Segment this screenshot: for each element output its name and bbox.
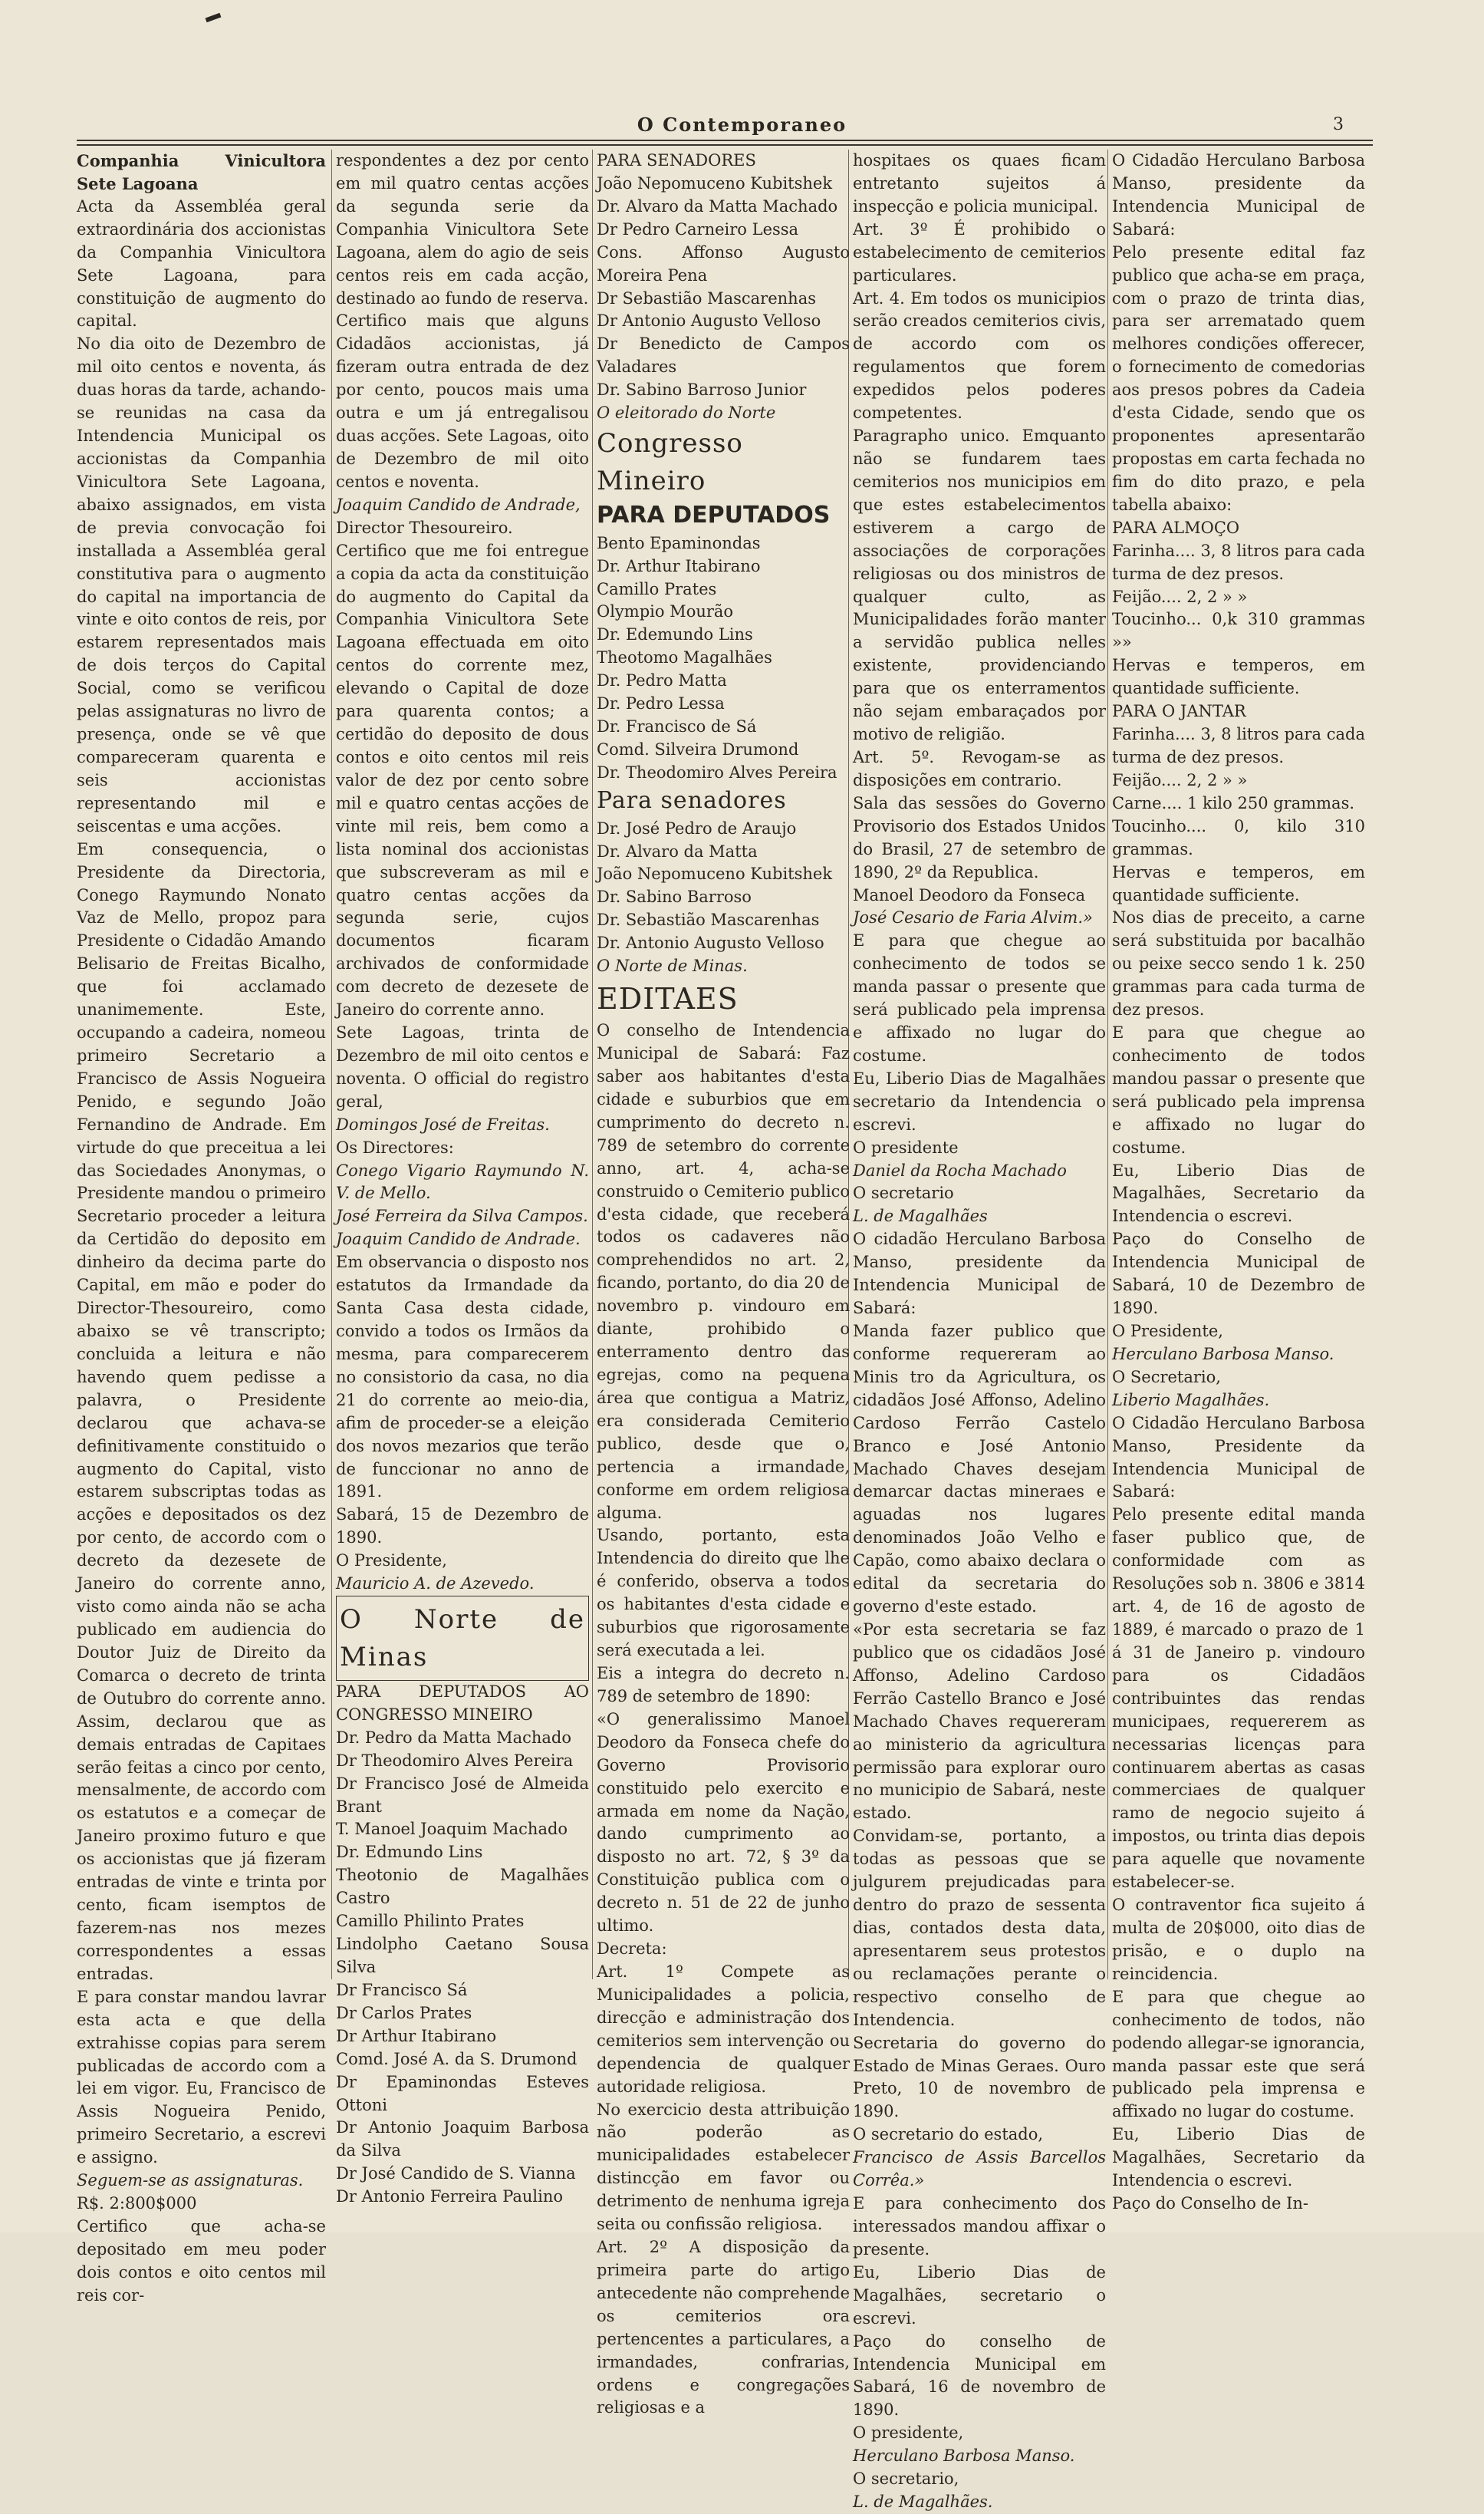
article-paragraph: Eu, Liberio Dias de Magalhães, Secretario da Intendencia o escrevi.: [1112, 1161, 1365, 1226]
candidate: T. Manoel Joaquim Machado: [336, 1820, 568, 1839]
candidate: Dr. Pedro Lessa: [597, 694, 725, 713]
article-paragraph: No dia oito de Dezembro de mil oito centos e noventa, ás duas horas da tarde, achando-se reunidas na casa da Intendencia Municipal os accionistas da Companhia Vinicultora Sete Lagoana, abaixo assignados, em vista de previa convocação foi installada a Assembléa geral constitutiva para o augmento do capital na importancia de vinte e oito contos de reis, por estarem representados mais de dois terços do Capital Social, como se verificou pelas assignaturas no livro de presença, onde se vê que compareceram quarenta e seis accionistas representando mil e seiscentas e uma acções.: [77, 334, 326, 835]
secretary-label: O secretario,: [853, 2470, 959, 2489]
directors-label: Os Directores:: [336, 1138, 454, 1157]
candidate: Dr. Alvaro da Matta: [597, 842, 758, 861]
candidate: Dr Carlos Prates: [336, 2003, 472, 2022]
candidate: Camillo Prates: [597, 579, 717, 598]
congresso-title: Congresso Mineiro: [597, 428, 743, 496]
article-paragraph: Secretaria do governo do Estado de Minas Geraes. Ouro Preto, 10 de novembro de 1890.: [853, 2033, 1106, 2121]
article-paragraph: Pelo presente edital faz publico que acha-se em praça, com o prazo de trinta dias, para ser arrematado quem melhores condições offerecer, o fornecimento de comedorias aos presos pobres da Cadeia d'esta Cidade, sendo que os proponentes apresentarão propostas em carta fechada no fim do dito prazo, e pela tabella abaixo:: [1112, 242, 1365, 514]
director-name: Conego Vigario Raymundo N. V. de Mello.: [336, 1161, 589, 1203]
president-name: Mauricio A. de Azevedo.: [336, 1574, 535, 1593]
article-paragraph: Convidam-se, portanto, a todas as pessoas que se julgurem prejudicadas para dentro do prazo de sessenta dias, contados desta data, apresentarem seus protestos ou reclamações perante o respectivo conselho de Intendencia.: [853, 1827, 1106, 2029]
amount: R$. 2:800$000: [77, 2194, 197, 2213]
article-paragraph: Eu, Liberio Dias de Magalhães secretario da Intendencia o escrevi.: [853, 1069, 1106, 1134]
article-paragraph: Eis a integra do decreto n. 789 de setembro de 1890:: [597, 1663, 850, 1705]
signer-name: Joaquim Candido de Andrade,: [336, 495, 581, 514]
article-paragraph: Certifico que me foi entregue a copia da acta da constituição do augmento do Capital da Companhia Vinicultora Sete Lagoana effectuada em oito centos do corrente mez, elevando o Capital de doze para quarenta contos; a certidão do deposito de dous contos e oito centos mil reis valor de dez por cento sobre mil e quatro centas acções de vinte mil reis, bem como a lista nominal dos accionistas que subscreveram as mil e quatro centas acções da segunda serie, cujos documentos ficaram archivados de conformidade com decreto de dezesete de Janeiro do corrente anno.: [336, 541, 589, 1020]
article-paragraph: Manda fazer publico que conforme requereram ao Minis tro da Agricultura, os cidadãos José Affonso, Adelino Cardoso Ferrão Castelo Branco e José Antonio Machado Chaves desejam demarcar dactas mineraes e aguadas nos lugares denominados João Velho e Capão, como abaixo declara o edital da secretaria do governo d'este estado.: [853, 1322, 1106, 1616]
article-paragraph: Eu, Liberio Dias de Magalhães, secretario o escrevi.: [853, 2262, 1106, 2328]
ration-line: Feijão.... 2, 2 » »: [1112, 587, 1248, 606]
masthead-rule: [77, 140, 1373, 146]
ration-line: Toucinho... 0,k 310 grammas »»: [1112, 610, 1365, 652]
column-divider: [592, 150, 593, 1979]
article-paragraph: O Cidadão Herculano Barbosa Manso, Presidente da Intendencia Municipal de Sabará:: [1112, 1413, 1365, 1501]
article-paragraph: E para constar mandou lavrar esta acta e que della extrahisse copias para serem publicadas de accordo com a lei em vigor. Eu, Francisco de Assis Nogueira Penido, primeiro Secretario, a escrevi e assigno.: [77, 1987, 326, 2167]
candidate: Dr Antonio Joaquim Barbosa da Silva: [336, 2118, 589, 2160]
candidate-list: [336, 1727, 589, 2209]
candidate: Comd. José A. da S. Drumond: [336, 2049, 577, 2068]
article-paragraph: Certifico que acha-se depositado em meu poder dois contos e oito centos mil reis cor-: [77, 2216, 326, 2305]
article-paragraph: Em observancia o disposto nos estatutos da Irmandade da Santa Casa desta cidade, convido a todos os Irmãos da mesma, para comparecerem no consistorio da casa, no dia 21 do corrente ao meio-dia, afim de proceder-se a eleição dos novos mezarios que terão de funccionar no anno de 1891.: [336, 1253, 589, 1501]
article-paragraph: E para conhecimento dos interessados mandou affixar o presente.: [853, 2194, 1106, 2259]
article-paragraph: «O generalissimo Manoel Deodoro da Fonseca chefe do Governo Provisorio constituido pelo exercito e armada em nome da Nação, dando cumprimento ao disposto no art. 72, § 3º da Constituição publica com o decreto n. 51 de 22 de junho ultimo.: [597, 1709, 850, 1936]
article-paragraph: Paço do Conselho de In-: [1112, 2194, 1309, 2213]
candidate: Dr Arthur Itabirano: [336, 2026, 497, 2045]
president-name: Herculano Barbosa Manso.: [853, 2446, 1075, 2466]
candidate: Dr Epaminondas Esteves Ottoni: [336, 2072, 589, 2114]
column-1: [77, 150, 326, 2305]
director-name: José Ferreira da Silva Campos.: [336, 1207, 588, 1226]
editaes-heading: EDITAES: [597, 982, 739, 1016]
decreta-label: Decreta:: [597, 1939, 667, 1959]
candidate: Dr. José Pedro de Araujo: [597, 819, 797, 838]
candidate: Olympio Mourão: [597, 602, 734, 621]
candidate: Cons. Affonso Augusto Moreira Pena: [597, 242, 850, 285]
candidate: Dr. Sebastião Mascarenhas: [597, 911, 820, 930]
ration-line: Toucinho.... 0, kilo 310 grammas.: [1112, 816, 1365, 858]
candidate: Dr. Antonio Augusto Velloso: [597, 934, 824, 953]
president-label: O presidente,: [853, 2423, 964, 2443]
section-heading: PARA SENADORES: [597, 151, 756, 170]
secretary-name: L. de Magalhães: [853, 1207, 988, 1226]
candidate: Camillo Philinto Prates: [336, 1912, 525, 1931]
article-paragraph: E para que chegue ao conhecimento de todos se manda passar o presente que será publicado pela imprensa e affixado no lugar do costume.: [853, 931, 1106, 1065]
director-name: Joaquim Candido de Andrade.: [336, 1230, 581, 1249]
article-paragraph: respondentes a dez por cento em mil quatro centas acções da segunda serie da Companhia Vinicultora Sete Lagoana, alem do agio de seis centos reis em cada acção, destinado ao fundo de reserva.: [336, 151, 589, 308]
candidate: Dr Antonio Ferreira Paulino: [336, 2187, 564, 2206]
article-paragraph: Eu, Liberio Dias de Magalhães, Secretario da Intendencia o escrevi.: [1112, 2125, 1365, 2190]
para-deputados-heading: PARA DEPUTADOS: [597, 501, 831, 529]
signer-name: José Cesario de Faria Alvim.»: [853, 908, 1093, 928]
candidate: Dr Sebastião Mascarenhas: [597, 288, 816, 308]
signatures-note: Seguem-se as assignaturas.: [77, 2171, 304, 2190]
candidate: Dr Pedro Carneiro Lessa: [597, 219, 799, 239]
secretary-label: O secretario: [853, 1184, 954, 1203]
dateline: Sabará, 15 de Dezembro de 1890.: [336, 1505, 589, 1547]
column-2: [336, 150, 589, 2206]
candidate: Dr Antonio Augusto Velloso: [597, 311, 821, 331]
ration-line: Farinha.... 3, 8 litros para cada turma de dez presos.: [1112, 541, 1365, 583]
article-paragraph: Art. 3º É prohibido o estabelecimento de cemiterios particulares.: [853, 219, 1106, 285]
article-paragraph: Nos dias de preceito, a carne será substituida por bacalhão ou peixe secco sendo 1 k. 250 grammas para cada turma de dez presos.: [1112, 908, 1365, 1020]
column-4: [853, 150, 1106, 2512]
article-paragraph: E para que chegue ao conhecimento de todos mandou passar o presente que será publicado pela imprensa e affixado no lugar do costume.: [1112, 1023, 1365, 1157]
signer-name: Manoel Deodoro da Fonseca: [853, 885, 1086, 904]
column-divider: [1107, 150, 1108, 1979]
secretary-name: Liberio Magalhães.: [1112, 1390, 1270, 1409]
candidate: Dr. Pedro da Matta Machado: [336, 1728, 571, 1747]
article-paragraph: Art. 2º A disposição da primeira parte do artigo antecedente não comprehende os cemiterios ora pertencentes a particulares, a irmandades, confrarias, ordens e congregações religiosas e a: [597, 2238, 850, 2417]
article-paragraph: «Por esta secretaria se faz publico que os cidadãos José Affonso, Adelino Cardoso Ferrão Castello Branco e José Machado Chaves requereram ao ministerio da agricultura permissão para explorar ouro no municipio de Sabará, neste estado.: [853, 1620, 1106, 1823]
candidate: Dr Benedicto de Campos Valadares: [597, 334, 850, 377]
candidate: João Nepomuceno Kubitshek: [597, 173, 833, 193]
ration-line: Farinha.... 3, 8 litros para cada turma de dez presos.: [1112, 725, 1365, 766]
article-paragraph: O Cidadão Herculano Barbosa Manso, presidente da Intendencia Municipal de Sabará:: [1112, 151, 1365, 239]
signer-name: Domingos José de Freitas.: [336, 1115, 550, 1134]
norte-subtitle: PARA DEPUTADOS AO CONGRESSO MINEIRO: [336, 1682, 589, 1724]
secretary-name: L. de Magalhães.: [853, 2493, 993, 2512]
article-paragraph: Sete Lagoas, trinta de Dezembro de mil oito centos e noventa. O official do registro geral,: [336, 1023, 589, 1111]
article-paragraph: Certifico mais que alguns Cidadãos accionistas, já fizeram outra entrada de dez por cento, poucos mais uma outra e um já entregalisou duas acções. Sete Lagoas, oito de Dezembro de mil oito centos e noventa.: [336, 311, 589, 491]
column-divider: [331, 150, 332, 1979]
president-name: Herculano Barbosa Manso.: [1112, 1344, 1334, 1363]
secretary-label: O secretario do estado,: [853, 2125, 1044, 2144]
candidate: Dr Theodomiro Alves Pereira: [336, 1751, 574, 1770]
article-paragraph: Sala das sessões do Governo Provisorio dos Estados Unidos do Brasil, 27 de setembro de 1890, 2º da Republica.: [853, 793, 1106, 881]
candidate: Comd. Silveira Drumond: [597, 740, 799, 759]
norte-de-minas-title: O Norte de Minas: [336, 1596, 589, 1681]
president-label: O Presidente,: [1112, 1322, 1223, 1341]
president-name: Daniel da Rocha Machado: [853, 1161, 1067, 1180]
candidate: Dr. Arthur Itabirano: [597, 556, 761, 575]
article-paragraph: Hervas e temperos, em quantidade sufficiente.: [1112, 862, 1365, 904]
candidate: Bento Epaminondas: [597, 533, 761, 552]
candidate: Dr. Theodomiro Alves Pereira: [597, 763, 837, 782]
norte-signature: O Norte de Minas.: [597, 957, 748, 976]
article-paragraph: Usando, portanto, esta Intendencia do direito que lhe é conferido, observa a todos os habitantes d'esta cidade e suburbios que rigorosamente será executada a lei.: [597, 1526, 850, 1660]
candidate: Dr. Edmundo Lins: [336, 1843, 483, 1862]
article-paragraph: Paço do conselho de Intendencia Municipal em Sabará, 16 de novembro de 1890.: [853, 2331, 1106, 2420]
ration-line: Feijão.... 2, 2 » »: [1112, 770, 1248, 789]
ration-line: Hervas e temperos, em quantidade sufficiente.: [1112, 656, 1365, 698]
secretary-label: O Secretario,: [1112, 1367, 1221, 1386]
article-paragraph: Paragrapho unico. Emquanto não se fundarem taes cemiterios nos municipios em que estes estabelecimentos estiverem a cargo de associações de corporações religiosas ou dos ministros de qualquer culto, as Municipalidades forão manter a servidão publica nelles existente, providenciando para que os enterramentos não sejam embaraçados por motivo de religião.: [853, 427, 1106, 744]
article-paragraph: E para que chegue ao conhecimento de todos, não podendo allegar-se ignorancia, manda passar este que será publicado pela imprensa e affixado no lugar do costume.: [1112, 1987, 1365, 2121]
article-paragraph: O conselho de Intendencia Municipal de Sabará: Faz saber aos habitantes d'esta cidade e suburbios que em cumprimento do decreto n. 789 de setembro do corrente anno, art. 4, acha-se construido o Cemiterio publico d'esta cidade, que receberá todos os cadaveres não comprehendidos no art. 2, ficando, portanto, do dia 20 de novembro p. vindouro em diante, prohibido o enterramento dentro das egrejas, como na pequena área que contigua a Matriz, era considerada Cemiterio publico, desde que o, pertencia a irmandade, conforme em ordem religiosa alguma.: [597, 1021, 850, 1522]
candidate: Lindolpho Caetano Sousa Silva: [336, 1935, 589, 1977]
eleitorado-signature: O eleitorado do Norte: [597, 404, 776, 423]
candidate: Dr Francisco Sá: [336, 1980, 468, 1999]
page-number: 3: [1333, 115, 1344, 134]
column-5: [1112, 150, 1365, 2213]
president-label: O Presidente,: [336, 1551, 447, 1570]
almoco-heading: PARA ALMOÇO: [1112, 518, 1240, 537]
article-paragraph: Art. 5º. Revogam-se as disposições em contrario.: [853, 747, 1106, 789]
ration-line: Carne.... 1 kilo 250 grammas.: [1112, 793, 1355, 812]
article-paragraph: No exercicio desta attribuição não poderão as municipalidades estabelecer distincção em favor ou detrimento de nenhuma igreja seita ou confissão religiosa.: [597, 2100, 850, 2234]
article-paragraph: Pelo presente edital manda faser publico que, de conformidade com as Resoluções sob n. 3806 e 3814 art. 4, de 16 de agosto de 1889, é marcado o prazo de 1 á 31 de Janeiro p. vindouro para os Cidadãos contribuintes das rendas municipaes, requererem as necessarias licenças para continuarem abertas as casas commerciaes de qualquer ramo de negocio sujeito á impostos, ou trinta dias depois para aquelle que novamente estabelecer-se.: [1112, 1505, 1365, 1892]
article-paragraph: Paço do Conselho de Intendencia Municipal de Sabará, 10 de Dezembro de 1890.: [1112, 1230, 1365, 1318]
article-paragraph: hospitaes os quaes ficam entretanto sujeitos á inspecção e policia municipal.: [853, 151, 1106, 216]
article-paragraph: O contraventor fica sujeito á multa de 20$000, oito dias de prisão, e o duplo na reincidencia.: [1112, 1896, 1365, 1983]
article-paragraph: Em consequencia, o Presidente da Directoria, Conego Raymundo Nonato Vaz de Mello, propoz para Presidente o Cidadão Amando Belisario de Freitas Bicalho, que foi acclamado unanimemente. Este, occupando a cadeira, nomeou primeiro Secretario a Francisco de Assis Nogueira Penido, e segundo João Fernandino de Andrade. Em virtude do que preceitua a lei das Sociedades Anonymas, o Presidente mandou o primeiro Secretario proceder a leitura da Certidão do deposito em dinheiro da decima parte do Capital, em mão e poder do Director-Thesoureiro, como abaixo se vê transcripto; concluida a leitura e não havendo quem pedisse a palavra, o Presidente declarou que achava-se definitivamente constituido o augmento do Capital, visto estarem subscriptas todas as acções e depositados os dez por cento, de accordo com o decreto da dezesete de Janeiro do corrente anno, visto como ainda não se acha publicado em audiencia do Doutor Juiz de Direito da Comarca o decreto de trinta de Outubro do corrente anno. Assim, declarou que as demais entradas de Capitaes serão feitas a cinco por cento, mensalmente, de accordo com os estatutos e a começar de Janeiro proximo futuro e que os accionistas que já fizeram entradas de vinte e trinta por cento, ficam isemptos de fazerem-nas nos mezes correspondentes a essas entradas.: [77, 839, 326, 1983]
president-label: O presidente: [853, 1138, 959, 1157]
article-paragraph: Acta da Assembléa geral extraordinária dos accionistas da Companhia Vinicultora Sete Lagoana, para constituição de augmento do capital.: [77, 196, 326, 331]
candidate: Dr Francisco José de Almeida Brant: [336, 1774, 589, 1816]
ink-mark: [206, 13, 222, 22]
article-paragraph: O cidadão Herculano Barbosa Manso, presidente da Intendencia Municipal de Sabará:: [853, 1230, 1106, 1318]
candidate: Dr. Pedro Matta: [597, 671, 727, 690]
signer-role: Director Thesoureiro.: [336, 518, 513, 537]
candidate: Dr. Alvaro da Matta Machado: [597, 196, 838, 216]
signer-name: Francisco de Assis Barcellos Corrêa.»: [853, 2148, 1106, 2190]
candidate: Dr. Sabino Barroso: [597, 888, 752, 907]
candidate: Dr. Sabino Barroso Junior: [597, 381, 807, 400]
para-senadores-heading: Para senadores: [597, 786, 787, 814]
column-3: [597, 150, 850, 2417]
jantar-heading: PARA O JANTAR: [1112, 702, 1246, 721]
candidate: Dr José Candido de S. Vianna: [336, 2164, 576, 2183]
candidate: João Nepomuceno Kubitshek: [597, 865, 833, 884]
candidate: Theotomo Magalhães: [597, 648, 772, 667]
candidate: Dr. Edemundo Lins: [597, 625, 753, 644]
masthead-title: O Contemporaneo: [637, 114, 847, 136]
candidate: Dr. Francisco de Sá: [597, 717, 757, 736]
article-paragraph: Art. 1º Compete as Municipalidades a policia, direcção e administração dos cemiterios sem intervenção ou dependencia de qualquer autoridade religiosa.: [597, 1962, 850, 2096]
article-title: Companhia Vinicultora Sete Lagoana: [77, 151, 326, 193]
candidate: Theotonio de Magalhães Castro: [336, 1866, 589, 1908]
article-paragraph: Art. 4. Em todos os municipios serão creados cemiterios civis, de accordo com os regulamentos que forem expedidos pelos poderes competentes.: [853, 288, 1106, 423]
